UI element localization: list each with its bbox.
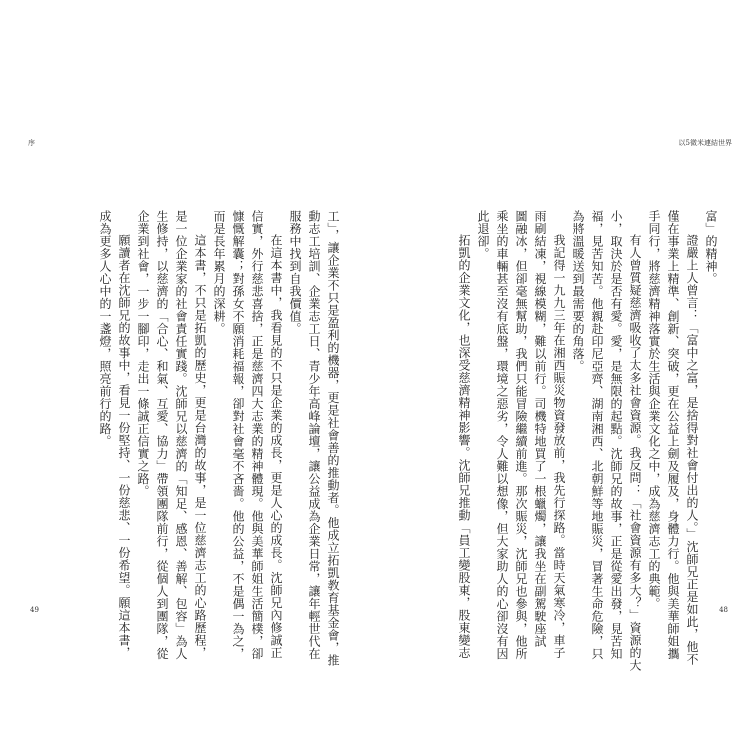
right-text-line: 圖融冰，但卻毫無幫助，我們只能冒險繼續前進。那次賑災，沈師兄也參與，他所 xyxy=(514,210,528,660)
left-text-line: 動志工培訓、企業志工日、青少年高峰論壇，讓公益成為企業日常，讓年輕世代在 xyxy=(307,210,321,660)
left-page-number: 49 xyxy=(30,606,39,614)
right-text-line: 手同行，將慈濟精神落實於生活與企業文化之中，成為慈濟志工的典範。 xyxy=(647,210,661,610)
right-page-number: 48 xyxy=(719,606,728,614)
left-text-line: 是一位企業家的社會責任實踐。沈師兄以慈濟的「知足、感恩、善解、包容」為人 xyxy=(174,210,188,660)
right-text-line: 證嚴上人曾言：「富中之富，是捨得對社會付出的人。」沈師兄正是如此，他不 xyxy=(685,234,699,666)
right-page-header: 以5微米連結世界 xyxy=(678,139,732,147)
left-text-line: 企業到社會，一步一腳印，走出一條誠正信實之路。 xyxy=(136,210,150,498)
right-text-line: 此退卻。 xyxy=(476,210,490,260)
right-text-line: 有人曾質疑慈濟吸收了太多社會資源。我反問：「社會資源有多大？」資源的大 xyxy=(628,234,642,672)
right-text-line: 拓凱的企業文化，也深受慈濟精神影響。沈師兄推動「員工變股東，股東變志 xyxy=(457,234,471,659)
right-page-body xyxy=(440,210,720,672)
right-text-line: 為將溫暖送到最需要的角落。 xyxy=(571,210,585,373)
left-text-line: 慷慨解囊；對孫女不願消耗福報，卻對社會毫不吝嗇。他的公益，不是偶一為之， xyxy=(231,210,245,660)
left-text-line: 成為更多人心中的一盞燈，照亮前行的路。 xyxy=(98,210,112,448)
left-text-line: 這本書，不只是拓凱的歷史，更是台灣的故事，是一位慈濟志工的心路歷程， xyxy=(193,234,207,659)
left-page-body xyxy=(62,210,342,667)
left-text-line: 服務中找到自我價值。 xyxy=(288,210,302,335)
left-text-line: 生修持，以慈濟的「合心、和氣、互愛、協力」帶領團隊前行，從個人到團隊，從 xyxy=(155,210,169,660)
left-text-line: 願讀者在沈師兄的故事中，看見一份堅持、一份慈悲、一份希望。願這本書， xyxy=(117,234,131,659)
right-text-line: 我記得一九九三年在湘西賑災物資發放前，我先行探路。當時天氣寒冷，車子 xyxy=(552,234,566,659)
right-text-line: 富」的精神。 xyxy=(704,210,718,285)
right-text-line: 福，見苦知苦。他親赴印尼亞齊、湖南湘西、北朝鮮等地賑災，冒著生命危險，只 xyxy=(590,210,604,660)
left-text-line: 信實，外行慈悲喜捨，正是慈濟四大志業的精神體現。他與美華師姐生活簡樸，卻 xyxy=(250,210,264,660)
left-text-line: 工」，讓企業不只是盈利的機器，更是社會善的推動者。他成立拓凱教育基金會，推 xyxy=(326,210,340,667)
left-text-line: 而是長年累月的深耕。 xyxy=(212,210,226,335)
right-text-line: 小，取決於是否有愛。愛，是無限的起點。沈師兄的故事，正是從愛出發，見苦知 xyxy=(609,210,623,660)
right-text-line: 僅在事業上精準、創新、突破，更在公益上劍及履及，身體力行。他與美華師姐攜 xyxy=(666,210,680,660)
left-text-line: 在這本書中，我看見的不只是企業的成長，更是人心的成長。沈師兄內修誠正 xyxy=(269,234,283,659)
right-text-line: 乘坐的車輛甚至沒有底盤，環境之惡劣，令人難以想像，但大家助人的心卻沒有因 xyxy=(495,210,509,660)
right-text-line: 雨刷結凍，視線模糊，難以前行。司機特地買了一根蠟燭，讓我坐在副駕駛座試 xyxy=(533,210,547,648)
left-page-header: 序 xyxy=(28,139,35,147)
